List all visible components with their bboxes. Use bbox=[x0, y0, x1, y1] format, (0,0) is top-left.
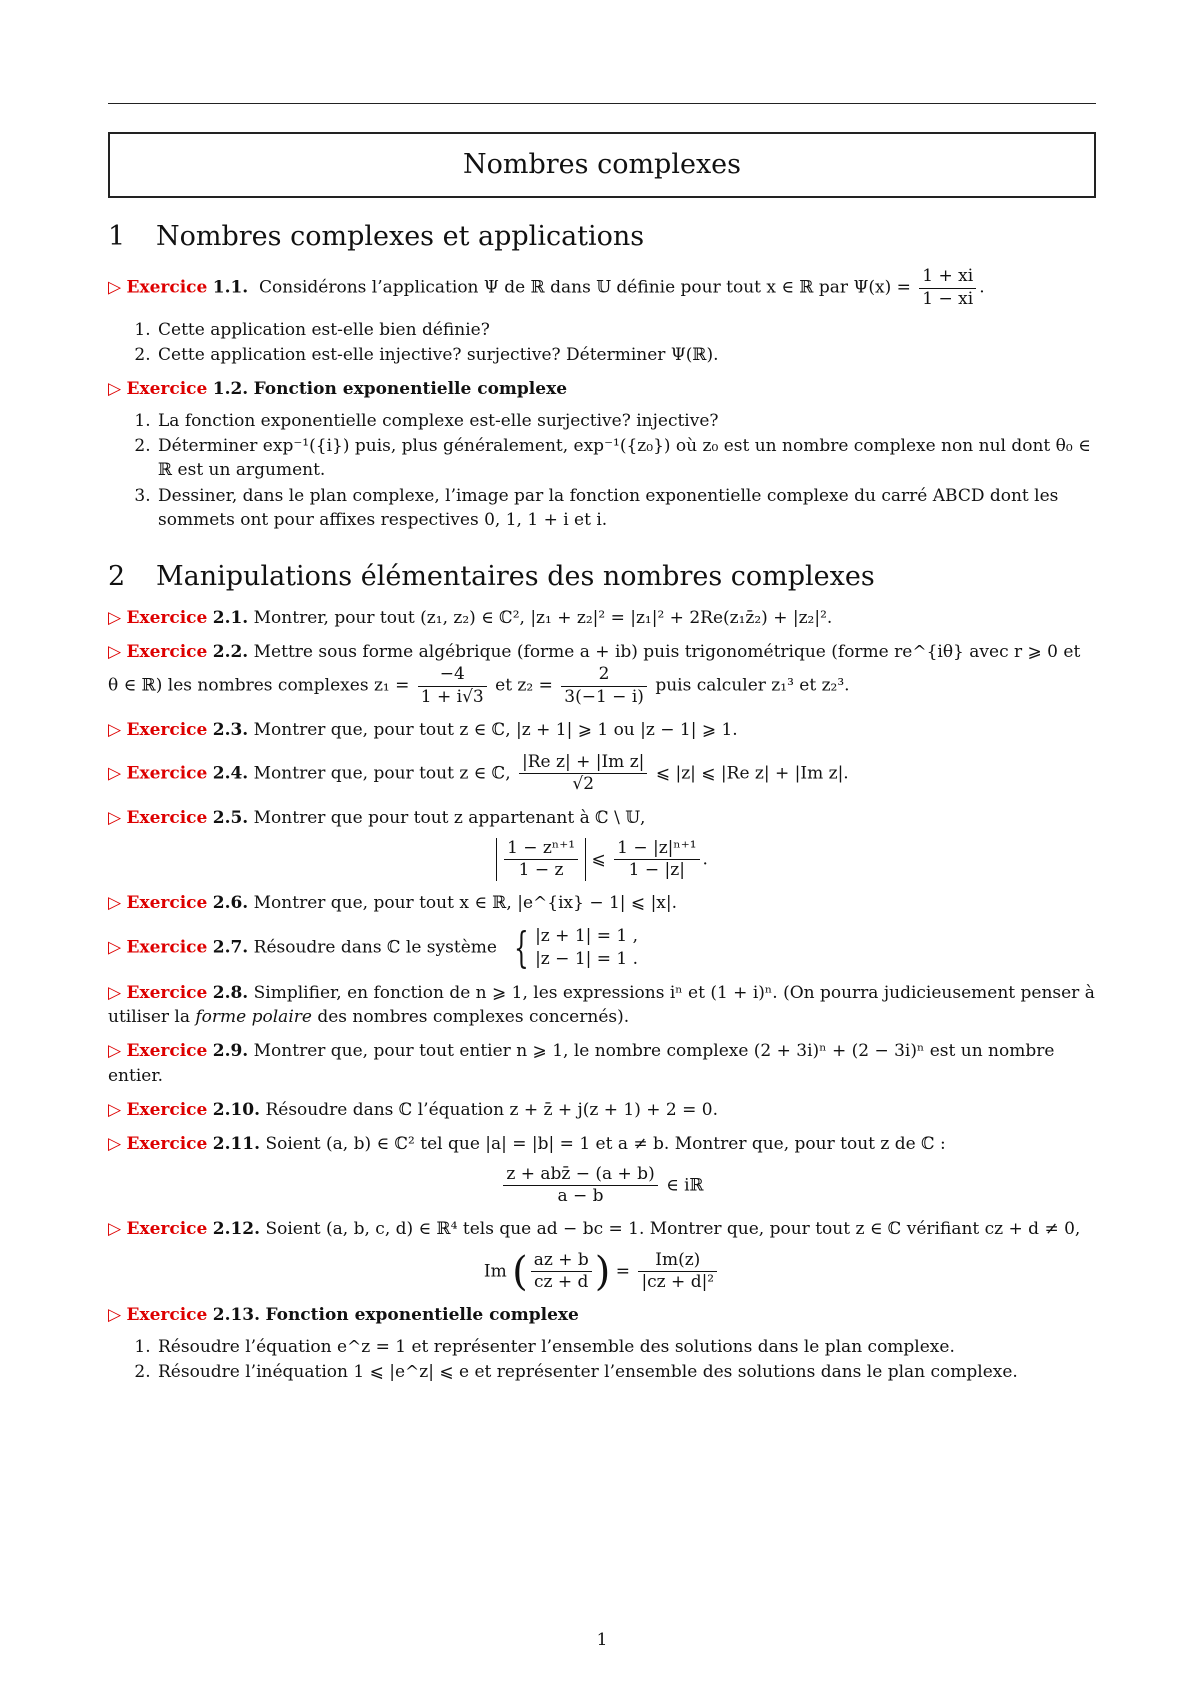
exercise-number: 2.1. bbox=[212, 608, 249, 629]
exercise-text: Mettre sous forme algébrique (forme a + ib) puis trigonométrique (forme re^{iθ} avec r ⩾ 0 et bbox=[253, 642, 1081, 663]
right-paren: ) bbox=[594, 1248, 611, 1295]
fraction bbox=[614, 838, 699, 882]
exercise-text: Résoudre dans ℂ le système bbox=[253, 937, 497, 958]
exercise-label: Exercice bbox=[126, 1219, 208, 1240]
exercise-2-5 bbox=[108, 806, 1096, 830]
exercise-2-12 bbox=[108, 1217, 1096, 1241]
exercise-number: 2.13. bbox=[212, 1305, 261, 1326]
exercise-2-10 bbox=[108, 1098, 1096, 1122]
fraction-denominator: 1 + i√3 bbox=[420, 686, 484, 707]
fraction-numerator: z + abz̄ − (a + b) bbox=[503, 1164, 657, 1186]
exercise-1-2 bbox=[108, 377, 1096, 401]
im-operator: Im bbox=[483, 1260, 507, 1281]
fraction bbox=[504, 838, 578, 882]
fraction-denominator: a − b bbox=[557, 1186, 604, 1207]
equation-system bbox=[508, 925, 638, 971]
fraction bbox=[638, 1250, 717, 1294]
section-2-heading bbox=[108, 558, 1096, 596]
exercise-text: ⩽ |z| ⩽ |Re z| + |Im z|. bbox=[655, 763, 849, 784]
exercise-2-2 bbox=[108, 640, 1096, 708]
exercise-label: Exercice bbox=[126, 763, 208, 784]
fraction-denominator: √2 bbox=[572, 774, 595, 795]
section-title: Nombres complexes et applications bbox=[156, 221, 645, 252]
exercise-label: Exercice bbox=[126, 642, 208, 663]
display-equation bbox=[108, 1250, 1096, 1294]
operator: = bbox=[615, 1260, 631, 1281]
list-item: 2. Résoudre l’inéquation 1 ⩽ |e^z| ⩽ e et représenter l’ensemble des solutions dans le plan complexe. bbox=[156, 1360, 1096, 1384]
list-item: 1. Résoudre l’équation e^z = 1 et représenter l’ensemble des solutions dans le plan complexe. bbox=[156, 1335, 1096, 1359]
list-item: 2. Déterminer exp⁻¹({i}) puis, plus généralement, exp⁻¹({z₀}) où z₀ est un nombre complexe non nul dont θ₀ ∈ ℝ est un argument. bbox=[156, 434, 1096, 482]
triangle-icon: ▷ bbox=[108, 807, 122, 828]
exercise-text: des nombres complexes concernés). bbox=[311, 1007, 630, 1028]
fraction-denominator: 1 − xi bbox=[922, 288, 974, 309]
exercise-label: Exercice bbox=[126, 1133, 208, 1154]
page-title-text: Nombres complexes bbox=[462, 148, 742, 180]
fraction bbox=[919, 266, 976, 310]
exercise-text: Montrer que pour tout z appartenant à ℂ \ 𝕌, bbox=[253, 807, 646, 828]
exercise-1-1 bbox=[108, 266, 1096, 310]
exercise-number: 2.2. bbox=[212, 642, 249, 663]
list-item: 2. Cette application est-elle injective? surjective? Déterminer Ψ(ℝ). bbox=[156, 343, 1096, 367]
exercise-label: Exercice bbox=[126, 1041, 208, 1062]
fraction-numerator: 1 + xi bbox=[919, 266, 976, 288]
exercise-text: Montrer, pour tout (z₁, z₂) ∈ ℂ², |z₁ + z₂|² = |z₁|² + 2Re(z₁z̄₂) + |z₂|². bbox=[253, 608, 833, 629]
exercise-2-8 bbox=[108, 981, 1096, 1029]
exercise-2-3 bbox=[108, 718, 1096, 742]
exercise-label: Exercice bbox=[126, 1099, 208, 1120]
page-number: 1 bbox=[596, 1630, 608, 1650]
fraction-denominator: 1 − z bbox=[518, 859, 564, 880]
section-number: 2 bbox=[108, 560, 126, 592]
exercise-label: Exercice bbox=[126, 608, 208, 629]
triangle-icon: ▷ bbox=[108, 1099, 122, 1120]
exercise-label: Exercice bbox=[126, 1305, 208, 1326]
exercise-text: Simplifier, en fonction de n ⩾ 1, les expressions iⁿ et (1 + i)ⁿ. (On pourra judicieusement penser à utiliser la bbox=[108, 983, 1095, 1028]
exercise-text: Montrer que, pour tout x ∈ ℝ, |e^{ix} − 1| ⩽ |x|. bbox=[253, 893, 678, 914]
triangle-icon: ▷ bbox=[108, 1219, 122, 1240]
system-row: |z − 1| = 1 . bbox=[535, 949, 639, 970]
exercise-number: 2.5. bbox=[212, 807, 249, 828]
exercise-text: Montrer que, pour tout z ∈ ℂ, bbox=[253, 763, 511, 784]
exercise-title: Fonction exponentielle complexe bbox=[253, 379, 568, 400]
fraction-numerator: |Re z| + |Im z| bbox=[519, 752, 647, 774]
exercise-number: 2.4. bbox=[212, 763, 249, 784]
fraction-numerator: az + b bbox=[531, 1250, 592, 1272]
triangle-icon: ▷ bbox=[108, 379, 122, 400]
fraction-denominator: |cz + d|² bbox=[641, 1271, 715, 1292]
triangle-icon: ▷ bbox=[108, 763, 122, 784]
left-paren: ( bbox=[512, 1248, 528, 1295]
exercise-number: 2.12. bbox=[212, 1219, 261, 1240]
exercise-number: 2.3. bbox=[212, 719, 249, 740]
section-1-heading bbox=[108, 218, 1096, 256]
fraction bbox=[561, 664, 647, 708]
page-title bbox=[108, 132, 1096, 198]
exercise-number: 2.11. bbox=[212, 1133, 261, 1154]
list-item: 1. Cette application est-elle bien définie? bbox=[156, 318, 1096, 342]
exercise-2-13 bbox=[108, 1303, 1096, 1327]
exercise-number: 1.2. bbox=[212, 379, 249, 400]
fraction-numerator: 1 − zⁿ⁺¹ bbox=[504, 838, 578, 860]
exercise-label: Exercice bbox=[126, 893, 208, 914]
list-item: 3. Dessiner, dans le plan complexe, l’image par la fonction exponentielle complexe du carré ABCD dont les sommets ont pour affixes respectives 0, 1, 1 + i et i. bbox=[156, 484, 1096, 532]
exercise-number: 2.8. bbox=[212, 983, 249, 1004]
fraction bbox=[531, 1250, 592, 1294]
exercise-1-2-list bbox=[108, 409, 1096, 532]
exercise-label: Exercice bbox=[126, 277, 208, 298]
exercise-label: Exercice bbox=[126, 379, 208, 400]
exercise-text: Soient (a, b, c, d) ∈ ℝ⁴ tels que ad − bc = 1. Montrer que, pour tout z ∈ ℂ vérifiant cz + d ≠ 0, bbox=[265, 1219, 1081, 1240]
exercise-text: θ ∈ ℝ) les nombres complexes z₁ = bbox=[108, 675, 410, 696]
exercise-2-7 bbox=[108, 925, 1096, 971]
fraction bbox=[519, 752, 647, 796]
emphasis-text: forme polaire bbox=[195, 1007, 312, 1028]
brace: { bbox=[514, 923, 530, 973]
exercise-2-13-list bbox=[108, 1335, 1096, 1384]
exercise-2-1 bbox=[108, 606, 1096, 630]
fraction-numerator: Im(z) bbox=[638, 1250, 717, 1272]
triangle-icon: ▷ bbox=[108, 277, 122, 298]
display-equation bbox=[108, 838, 1096, 882]
exercise-text: et z₂ = bbox=[495, 675, 553, 696]
triangle-icon: ▷ bbox=[108, 1305, 122, 1326]
triangle-icon: ▷ bbox=[108, 608, 122, 629]
system-row: |z + 1| = 1 , bbox=[535, 926, 639, 947]
exercise-number: 2.6. bbox=[212, 893, 249, 914]
exercise-2-4 bbox=[108, 752, 1096, 796]
exercise-number: 2.7. bbox=[212, 937, 249, 958]
triangle-icon: ▷ bbox=[108, 893, 122, 914]
list-item: 1. La fonction exponentielle complexe est-elle surjective? injective? bbox=[156, 409, 1096, 433]
fraction-denominator: cz + d bbox=[534, 1271, 589, 1292]
exercise-text: puis calculer z₁³ et z₂³. bbox=[655, 675, 850, 696]
fraction-denominator: 1 − |z| bbox=[628, 859, 685, 880]
exercise-text: Montrer que, pour tout z ∈ ℂ, |z + 1| ⩾ 1 ou |z − 1| ⩾ 1. bbox=[253, 719, 738, 740]
exercise-text: Montrer que, pour tout entier n ⩾ 1, le nombre complexe (2 + 3i)ⁿ + (2 − 3i)ⁿ est un nombre entier. bbox=[108, 1041, 1055, 1086]
exercise-2-9 bbox=[108, 1039, 1096, 1087]
fraction-numerator: −4 bbox=[418, 664, 487, 686]
equation-tail: ∈ iℝ bbox=[666, 1175, 704, 1196]
triangle-icon: ▷ bbox=[108, 983, 122, 1004]
exercise-number: 2.10. bbox=[212, 1099, 261, 1120]
exercise-2-6 bbox=[108, 891, 1096, 915]
exercise-number: 2.9. bbox=[212, 1041, 249, 1062]
exercise-label: Exercice bbox=[126, 937, 208, 958]
fraction-denominator: 3(−1 − i) bbox=[564, 686, 644, 707]
exercise-text: Considérons l’application Ψ de ℝ dans 𝕌 définie pour tout x ∈ ℝ par Ψ(x) = bbox=[259, 277, 911, 298]
exercise-label: Exercice bbox=[126, 719, 208, 740]
exercise-text: Résoudre dans ℂ l’équation z + z̄ + j(z + 1) + 2 = 0. bbox=[265, 1099, 718, 1120]
content bbox=[108, 218, 1096, 1390]
absolute-value bbox=[496, 838, 586, 882]
punct: . bbox=[979, 277, 985, 298]
triangle-icon: ▷ bbox=[108, 1041, 122, 1062]
punct: . bbox=[702, 848, 708, 869]
exercise-text: Soient (a, b) ∈ ℂ² tel que |a| = |b| = 1 et a ≠ b. Montrer que, pour tout z de ℂ : bbox=[265, 1133, 946, 1154]
system-rows bbox=[535, 925, 638, 971]
exercise-label: Exercice bbox=[126, 983, 208, 1004]
exercise-number: 1.1. bbox=[212, 277, 249, 298]
fraction bbox=[503, 1164, 657, 1208]
triangle-icon: ▷ bbox=[108, 719, 122, 740]
section-number: 1 bbox=[108, 221, 126, 252]
exercise-1-1-list bbox=[108, 318, 1096, 367]
exercise-2-11 bbox=[108, 1132, 1096, 1156]
header-rule bbox=[108, 103, 1096, 104]
triangle-icon: ▷ bbox=[108, 937, 122, 958]
exercise-label: Exercice bbox=[126, 807, 208, 828]
display-equation bbox=[108, 1164, 1096, 1208]
fraction bbox=[418, 664, 487, 708]
fraction-numerator: 1 − |z|ⁿ⁺¹ bbox=[614, 838, 699, 860]
fraction-numerator: 2 bbox=[561, 664, 647, 686]
triangle-icon: ▷ bbox=[108, 642, 122, 663]
operator: ⩽ bbox=[591, 848, 606, 869]
section-title: Manipulations élémentaires des nombres complexes bbox=[156, 560, 875, 592]
triangle-icon: ▷ bbox=[108, 1133, 122, 1154]
exercise-title: Fonction exponentielle complexe bbox=[265, 1305, 579, 1326]
